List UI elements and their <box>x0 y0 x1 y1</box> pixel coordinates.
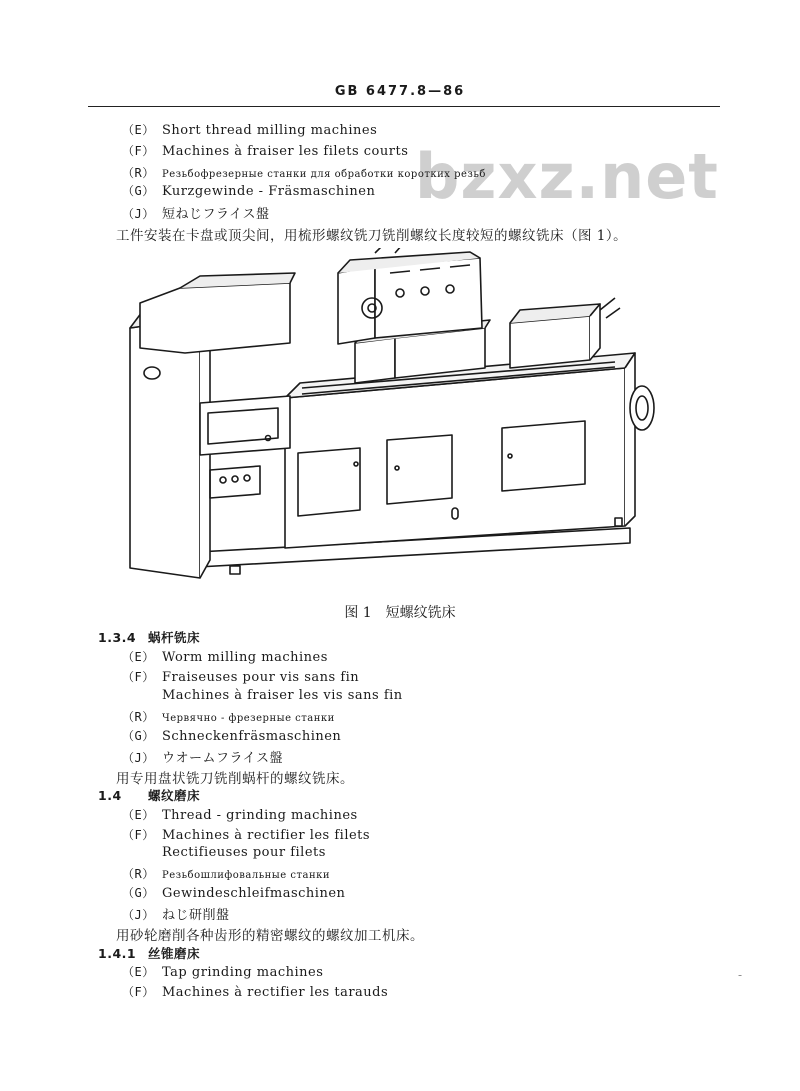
term-text: 短ねじフライス盤 <box>162 207 270 222</box>
term-row <box>122 963 323 980</box>
term-label: （R） <box>122 166 155 180</box>
term-text: Worm milling machines <box>162 650 328 665</box>
term-label: （F） <box>122 828 155 842</box>
term-text: ねじ研削盤 <box>162 908 230 923</box>
term-text: Thread - grinding machines <box>162 808 358 823</box>
section-description: 用专用盘状铣刀铣削蜗杆的螺纹铣床。 <box>116 771 354 787</box>
term-row <box>122 865 330 882</box>
term-label: （E） <box>122 650 155 664</box>
term-label: （R） <box>122 710 155 724</box>
term-row <box>122 648 328 665</box>
term-row <box>122 708 335 725</box>
term-text: Fraiseuses pour vis sans fin <box>162 670 360 685</box>
term-text: Tap grinding machines <box>162 965 324 980</box>
term-text: Schneckenfräsmaschinen <box>162 729 342 744</box>
section-title: 蜗杆铣床 <box>148 630 201 645</box>
term-label: （E） <box>122 965 155 979</box>
section-title: 螺纹磨床 <box>148 788 201 803</box>
section-heading-1-3-4 <box>98 628 200 646</box>
term-label: （J） <box>122 908 155 922</box>
term-row <box>122 688 403 703</box>
term-row <box>122 983 388 1000</box>
term-text: Machines à rectifier les tarauds <box>162 985 389 1000</box>
term-text: Резьбофрезерные станки для обработки коротких резьб <box>162 169 486 180</box>
watermark: bzxz.net <box>415 140 719 213</box>
term-text: Rectifieuses pour filets <box>162 845 326 860</box>
term-text: Short thread milling machines <box>162 123 378 138</box>
header-rule <box>88 106 720 107</box>
term-label: （G） <box>122 184 155 198</box>
term-label: （E） <box>122 808 155 822</box>
section-number: 1.4 <box>98 788 122 803</box>
term-label: （G） <box>122 886 155 900</box>
term-row <box>122 826 370 843</box>
term-text: Резьбошлифовальные станки <box>162 870 331 881</box>
term-text: Gewindeschleifmaschinen <box>162 886 346 901</box>
term-label: （E） <box>122 123 155 137</box>
intro-term-g <box>122 182 375 199</box>
term-label: （J） <box>122 207 155 221</box>
term-row <box>122 904 230 923</box>
section-heading-1-4 <box>98 786 200 804</box>
term-label: （F） <box>122 144 155 158</box>
term-label: （F） <box>122 670 155 684</box>
term-text: ウオームフライス盤 <box>162 751 283 766</box>
section-heading-1-4-1 <box>98 944 200 962</box>
term-text: Kurzgewinde - Fräsmaschinen <box>162 184 376 199</box>
thread-milling-machine-drawing <box>110 248 670 588</box>
standard-code-header: GB 6477.8—86 <box>334 84 466 99</box>
section-description: 用砂轮磨削各种齿形的精密螺纹的螺纹加工机床。 <box>116 928 424 944</box>
margin-mark: - <box>738 968 743 982</box>
intro-term-f <box>122 142 408 159</box>
term-text: Червячно - фрезерные станки <box>162 713 335 724</box>
term-label: （R） <box>122 867 155 881</box>
term-text: Machines à rectifier les filets <box>162 828 371 843</box>
term-label: （J） <box>122 751 155 765</box>
term-row <box>122 727 341 744</box>
intro-description: 工件安装在卡盘或顶尖间，用梳形螺纹铣刀铣削螺纹长度较短的螺纹铣床（图 1）。 <box>116 228 628 244</box>
figure-caption: 图 1 短螺纹铣床 <box>344 605 456 621</box>
term-text: Machines à fraiser les filets courts <box>162 144 409 159</box>
term-row <box>122 747 283 766</box>
term-row <box>122 884 345 901</box>
intro-term-j <box>122 203 269 222</box>
term-row <box>122 668 359 685</box>
term-row <box>122 806 358 823</box>
section-title: 丝锥磨床 <box>148 946 201 961</box>
intro-term-e <box>122 121 377 138</box>
term-row <box>122 845 326 860</box>
term-label: （F） <box>122 985 155 999</box>
term-label: （G） <box>122 729 155 743</box>
term-text: Machines à fraiser les vis sans fin <box>162 688 403 703</box>
intro-term-r <box>122 164 486 181</box>
section-number: 1.3.4 <box>98 630 137 645</box>
section-number: 1.4.1 <box>98 946 137 961</box>
